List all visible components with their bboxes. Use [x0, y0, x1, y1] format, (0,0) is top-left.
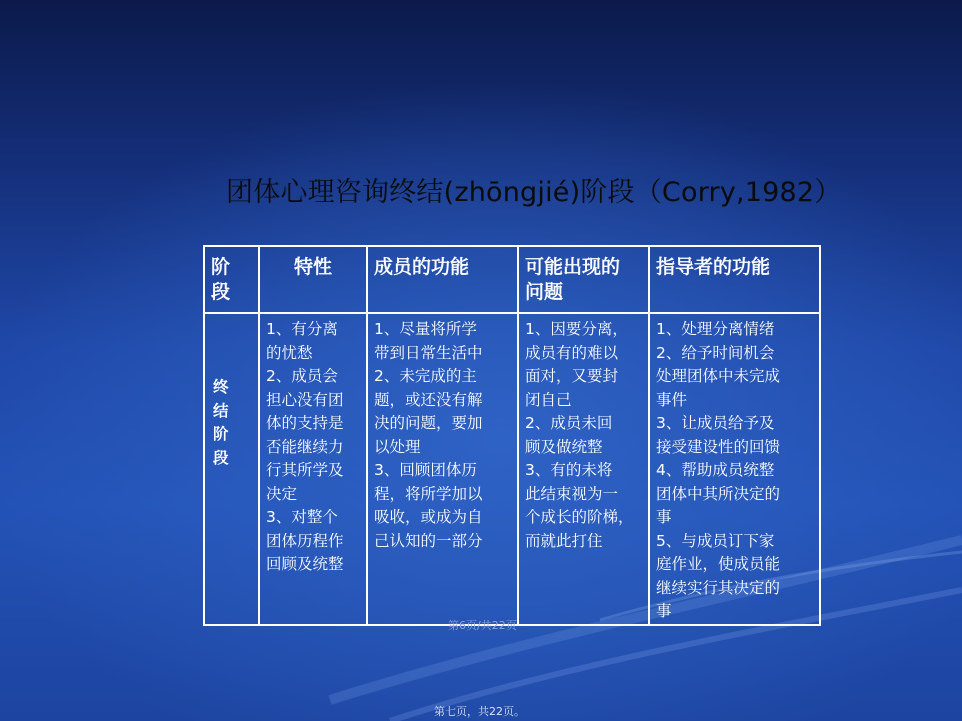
- header-stage: 阶 段: [204, 246, 259, 313]
- possible-problems-cell: 1、因要分离， 成员有的难以 面对，又要封 闭自己 2、成员未回 顾及做统整 3、有的未将 此结束视为一 个成长的阶梯， 而就此打住: [518, 313, 649, 625]
- table-row: [204, 313, 820, 625]
- header-member-functions: 成员的功能: [367, 246, 518, 313]
- page-number: 第6页/共22页: [448, 619, 517, 632]
- termination-stage-table: [203, 245, 821, 626]
- page-footer: 第七页，共22页。: [434, 705, 525, 718]
- member-functions-cell: 1、尽量将所学 带到日常生活中 2、未完成的主 题，或还没有解 决的问题，要加 以处理 3、回顾团体历 程，将所学加以 吸收，或成为自 己认知的一部分: [367, 313, 518, 625]
- header-leader-functions: 指导者的功能: [649, 246, 820, 313]
- header-row: [204, 246, 820, 313]
- slide-title: 团体心理咨询终结(zhōngjié)阶段（Corry,1982）: [226, 177, 842, 208]
- stage-cell: 终 结 阶 段: [204, 313, 259, 625]
- leader-functions-cell: 1、处理分离情绪 2、给予时间机会 处理团体中未完成 事件 3、让成员给予及 接受建设性的回馈 4、帮助成员统整 团体中其所决定的 事 5、与成员订下家 庭作业，使成员能 继续实行其决定的 事: [649, 313, 820, 625]
- header-possible-problems: 可能出现的 问题: [518, 246, 649, 313]
- header-traits: 特性: [259, 246, 367, 313]
- traits-cell: 1、有分离 的忧愁 2、成员会 担心没有团 体的支持是 否能继续力 行其所学及 决定 3、对整个 团体历程作 回顾及统整: [259, 313, 367, 625]
